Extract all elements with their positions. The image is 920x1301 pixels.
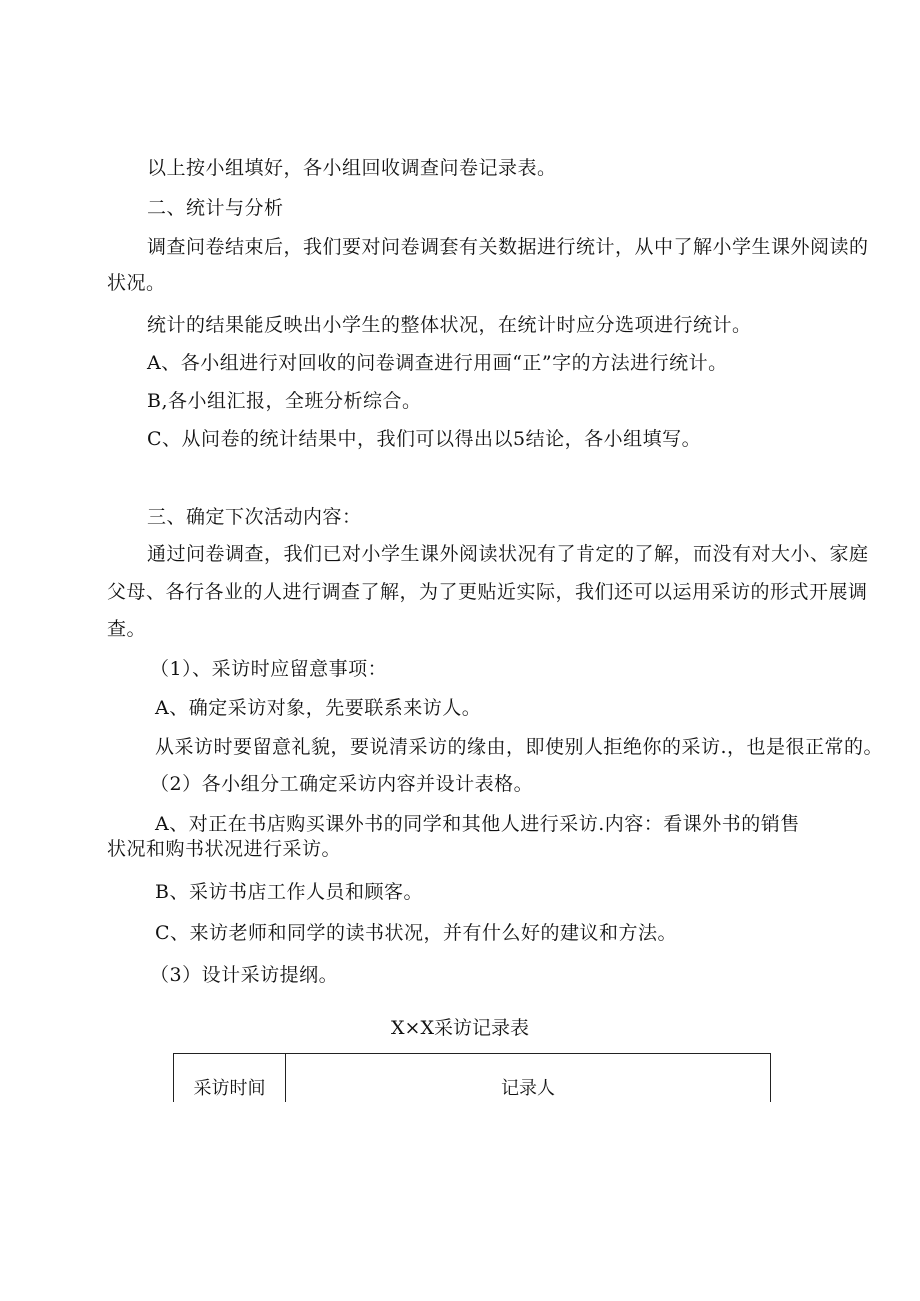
paragraph: （2）各小组分工确定采访内容并设计表格。 xyxy=(150,773,534,795)
paragraph: C、从问卷的统计结果中，我们可以得出以5结论，各小组填写。 xyxy=(147,428,702,450)
table-column-divider xyxy=(285,1054,286,1102)
paragraph: 状况。 xyxy=(107,272,166,294)
interview-record-table xyxy=(173,1053,771,1102)
section-heading: 三、确定下次活动内容： xyxy=(147,506,362,528)
paragraph: 父母、各行各业的人进行调查了解，为了更贴近实际，我们还可以运用采访的形式开展调 xyxy=(107,581,868,603)
paragraph: 通过问卷调查，我们已对小学生课外阅读状况有了肯定的了解，而没有对大小、家庭 xyxy=(147,543,869,565)
paragraph: 查。 xyxy=(107,618,147,640)
paragraph: B,各小组汇报，全班分析综合。 xyxy=(147,390,422,412)
paragraph: （3）设计采访提纲。 xyxy=(150,964,339,986)
paragraph: B、采访书店工作人员和顾客。 xyxy=(155,881,423,903)
paragraph: A、对正在书店购买课外书的同学和其他人进行采访.内容：看课外书的销售 xyxy=(155,813,800,835)
table-header-interview-time: 采访时间 xyxy=(193,1078,266,1099)
paragraph: 从采访时要留意礼貌，要说清采访的缘由，即使别人拒绝你的采访.，也是很正常的。 xyxy=(155,736,884,758)
paragraph: A、确定采访对象，先要联系来访人。 xyxy=(155,697,482,719)
section-heading: 二、统计与分析 xyxy=(147,197,284,219)
paragraph: A、各小组进行对回收的问卷调查进行用画“正”字的方法进行统计。 xyxy=(147,352,728,374)
paragraph: 调查问卷结束后，我们要对问卷调套有关数据进行统计，从中了解小学生课外阅读的 xyxy=(147,236,869,258)
table-header-recorder: 记录人 xyxy=(501,1078,555,1099)
paragraph: 以上按小组填好，各小组回收调查问卷记录表。 xyxy=(147,157,557,179)
paragraph: C、来访老师和同学的读书状况，并有什么好的建议和方法。 xyxy=(155,922,678,944)
paragraph: 统计的结果能反映出小学生的整体状况，在统计时应分选项进行统计。 xyxy=(147,314,752,336)
paragraph: （1）、采访时应留意事项： xyxy=(150,658,388,680)
table-title: X×X采访记录表 xyxy=(391,1017,529,1039)
paragraph: 状况和购书状况进行采访。 xyxy=(107,838,342,860)
